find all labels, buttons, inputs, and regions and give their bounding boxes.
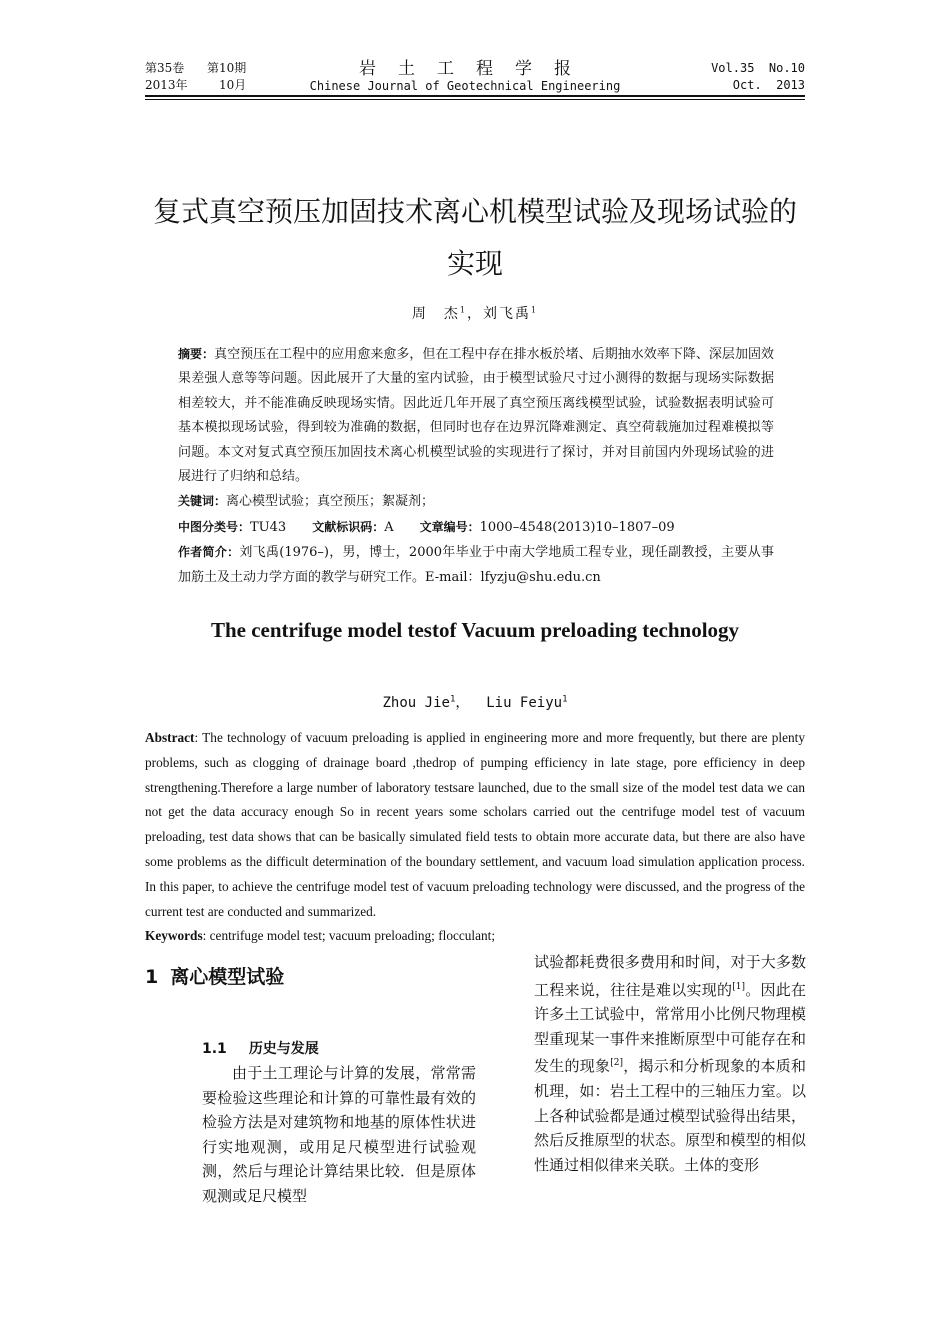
author-1-affil: 1 bbox=[459, 305, 467, 315]
paragraph bbox=[534, 950, 806, 1177]
title-line-1: 复式真空预压加固技术离心机模型试验及现场试验的 bbox=[152, 195, 797, 228]
author-1-en-affil: 1 bbox=[449, 694, 456, 705]
issue-info bbox=[145, 60, 246, 94]
journal-name bbox=[305, 60, 625, 95]
year: 2013年 bbox=[145, 78, 188, 92]
abstract-en-text: : The technology of vacuum preloading is applied in engineering more and more frequently, but there are plenty problems, such as clogging of drainage board ,thedrop of pumping efficiency in late stage, pore efficiency in deep strengthening.Therefore a large number of laboratory testsare launched, due to the small size of the model test data we can not get the data accuracy enough So in recent years some scholars carried out the centrifuge model test of vacuum preloading, test data shows that can be basically simulated field tests to obtain more accurate data, but there are also have some problems as the difficult determination of the boundary settlement, and vacuum load simulation application process. In this paper, to achieve the centrifuge model test of vacuum preloading technology were discussed, and the progress of the current test are conducted and summarized. bbox=[145, 730, 805, 919]
text-run: 。因此在许多土工试验中，常常用小比例尺物理模型重现某一事件来推断原型中可能存在和发生的现象 bbox=[534, 980, 806, 1076]
journal-name-cn: 岩土工程学报 bbox=[359, 59, 593, 79]
abstract-text: 真空预压在工程中的应用愈来愈多，但在工程中存在排水板於堵、后期抽水效率下降、深层加固效果差强人意等等问题。因此展开了大量的室内试验，由于模型试验尺寸过小测得的数据与现场实际数据相差较大，并不能准确反映现场实情。因此近几年开展了真空预压离线模型试验，试验数据表明试验可基本模拟现场试验，得到较为准确的数据，但同时也存在边界沉降难测定、真空荷载施加过程难模拟等问题。本文对复式真空预压加固技术离心机模型试验的实现进行了探讨，并对目前国内外现场试验的进展进行了归纳和总结。 bbox=[178, 347, 774, 485]
subsection-1-1-title: 历史与发展 bbox=[248, 1041, 319, 1057]
article-no-value: 1000–4548(2013)10–1807–09 bbox=[479, 519, 675, 535]
paper-title-cn bbox=[140, 186, 810, 290]
subsection-1-1-number: 1.1 bbox=[202, 1041, 227, 1057]
abstract-en bbox=[145, 726, 805, 949]
doc-code-value: A bbox=[384, 519, 394, 535]
classification-row bbox=[178, 515, 774, 540]
issue-info-en bbox=[711, 60, 805, 94]
section-1-number: 1 bbox=[145, 966, 159, 988]
doc-code-label: 文献标识码： bbox=[312, 519, 385, 534]
text-run: 试验都耗费很多费用和时间，对于大多数工程来说，往往是难以实现的 bbox=[534, 953, 806, 999]
author-1: 周 杰 bbox=[411, 306, 460, 322]
keywords-en-label: Keywords bbox=[145, 928, 203, 944]
header-rule-thick bbox=[145, 95, 805, 97]
author-sep: ， bbox=[467, 306, 483, 322]
authors-en bbox=[0, 692, 950, 712]
keywords-label: 关键词： bbox=[178, 494, 227, 509]
volume: 第35卷 bbox=[145, 61, 185, 75]
issue-number: 第10期 bbox=[207, 61, 247, 75]
body-column-right bbox=[534, 950, 806, 1177]
clc-value: TU43 bbox=[250, 519, 287, 535]
abstract-cn bbox=[178, 342, 774, 590]
author-2-en: Liu Feiyu bbox=[486, 695, 563, 711]
journal-header bbox=[145, 60, 805, 96]
text-run: ，揭示和分析现象的本质和机理，如：岩土工程中的三轴压力室。以上各种试验都是通过模型试验得出结果，然后反推原型的状态。原型和模型的相似性通过相似律来关联。土体的变形 bbox=[534, 1057, 806, 1174]
paper-title-en: The centrifuge model testof Vacuum preloading technology bbox=[210, 618, 740, 642]
subsection-1-1-heading bbox=[202, 1038, 319, 1058]
keywords-en-text: : centrifuge model test; vacuum preloading; flocculant; bbox=[202, 928, 496, 944]
authors-cn bbox=[0, 303, 950, 323]
author-2: 刘飞禹 bbox=[483, 306, 531, 322]
bio-text: 刘飞禹(1976–)，男，博士，2000年毕业于中南大学地质工程专业，现任副教授，主要从事加筋土及土动力学方面的教学与研究工作。E-mail：lfyzju@shu.edu.cn bbox=[178, 545, 774, 585]
volume-en: Vol.35 No.10 bbox=[711, 61, 805, 75]
article-no-label: 文章编号： bbox=[419, 519, 480, 534]
section-1-title: 离心模型试验 bbox=[170, 966, 285, 988]
month: 10月 bbox=[219, 78, 247, 92]
date-en: Oct. 2013 bbox=[732, 78, 805, 92]
author-2-affil: 1 bbox=[531, 305, 539, 315]
bio-label: 作者简介： bbox=[178, 545, 240, 560]
clc-label: 中图分类号： bbox=[178, 519, 251, 534]
paragraph: 由于土工理论与计算的发展，常常需要检验这些理论和计算的可靠性最有效的检验方法是对建筑物和地基的原体性状进行实地观测，或用足尺模型进行试验观测，然后与理论计算结果比较．但是原体观测或足尺模型 bbox=[202, 1064, 476, 1205]
author-1-en: Zhou Jie bbox=[382, 695, 450, 711]
section-1-heading bbox=[145, 962, 284, 989]
header-rule-thin bbox=[145, 99, 805, 100]
abstract-label: 摘要： bbox=[178, 347, 215, 361]
keywords-text: 离心模型试验；真空预压；絮凝剂； bbox=[226, 494, 435, 510]
citation-1[interactable]: [1] bbox=[732, 981, 745, 992]
author-2-en-affil: 1 bbox=[562, 694, 568, 705]
title-line-2: 实现 bbox=[446, 247, 503, 280]
body-column-left bbox=[202, 1061, 476, 1209]
author-en-sep: ， bbox=[455, 695, 487, 711]
abstract-en-label: Abstract bbox=[145, 730, 195, 745]
journal-name-en: Chinese Journal of Geotechnical Engineering bbox=[309, 79, 621, 93]
citation-2[interactable]: [2] bbox=[610, 1058, 623, 1069]
